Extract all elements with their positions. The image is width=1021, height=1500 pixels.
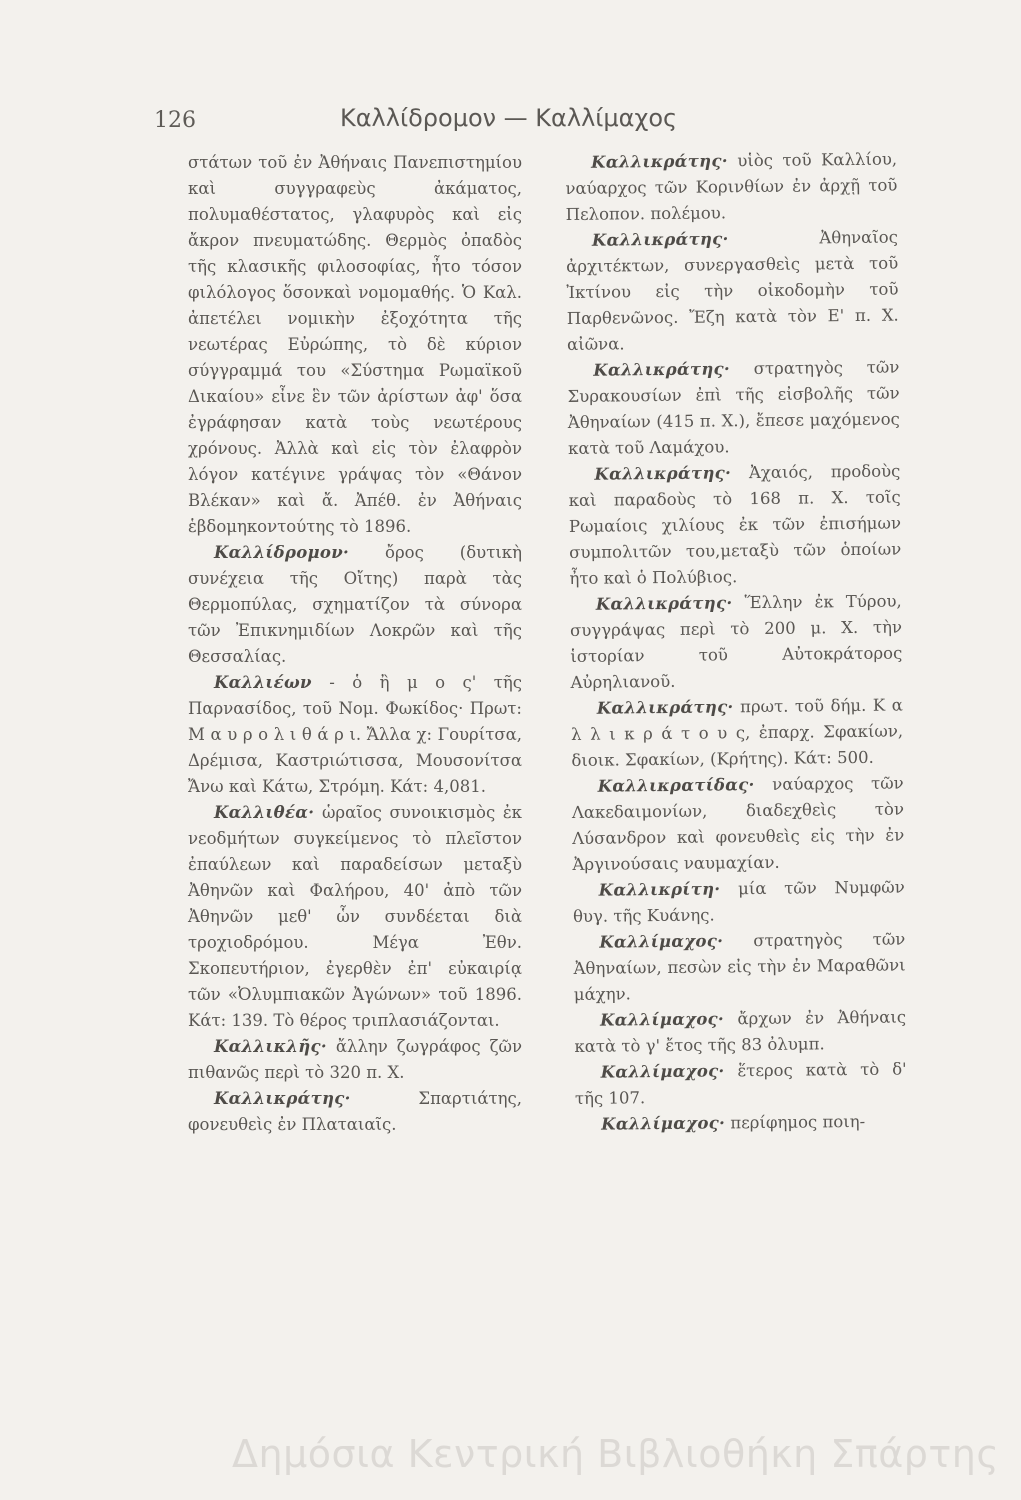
entry-kallikrates-4 <box>568 459 901 592</box>
entry-kallikratidas <box>572 770 905 877</box>
entry-kallikles <box>188 1034 522 1086</box>
entry-headword: Καλλίδρομον· <box>214 543 350 562</box>
entry-headword: Καλλικράτης· <box>596 697 734 718</box>
entry-text: στρατηγὸς τῶν Ἀθηναίων, πεσὼν εἰς τὴν ἐν Μαραθῶνι μάχην. <box>573 929 906 1004</box>
entry-text: ὡραῖος συνοικισμὸς ἐκ νεοδμήτων συγκείμενος τὸ πλεῖστον ἐπαύλεων καὶ παραδείσων μεταξὺ Ἀθηνῶν καὶ Φαλήρου, 40' ἀπὸ τῶν Ἀθηνῶν μεθ' ὧν συνδέεται διὰ τροχιοδρόμου. Μέγα Ἐθν. Σκοπευτήριον, ἐγερθὲν ἐπ' εὐκαιρίᾳ τῶν «Ὀλυμπιακῶν Ἀγώνων» τοῦ 1896. Κάτ: 139. Τὸ θέρος τριπλασιάζονται. <box>188 803 522 1030</box>
entry-headword: Καλλικράτης· <box>591 151 728 172</box>
entry-text: πρωτ. τοῦ δήμ. Κ α λ λ ι κ ρ ά τ ο υ ς, ἐπαρχ. Σφακίων, διοικ. Σφακίων, (Κρήτης). Κάτ: 500. <box>571 695 904 770</box>
entry-kallikrite <box>573 874 906 929</box>
page-header <box>150 100 870 140</box>
running-title: Καλλίδρομον — Καλλίμαχος <box>340 104 678 132</box>
entry-text: Ἕλλην ἐκ Τύρου, συγγράψας περὶ τὸ 200 μ. Χ. τὴν ἱστορίαν τοῦ Αὐτοκράτορος Αὐρηλιανοῦ. <box>569 591 903 692</box>
entry-headword: Καλλίμαχος· <box>600 1061 725 1082</box>
entry-headword: Καλλικρατίδας· <box>597 775 755 796</box>
entry-headword: Καλλίμαχος· <box>599 931 724 952</box>
entry-continuation <box>188 150 522 540</box>
entry-headword: Καλλικράτης· <box>594 463 732 484</box>
entry-text: μία τῶν Νυμφῶν θυγ. τῆς Κυάνης. <box>572 877 905 926</box>
entry-text: στρατηγὸς τῶν Συρακουσίων ἐπὶ τῆς εἰσβολῆς τῶν Ἀθηναίων (415 π. Χ.), ἔπεσε μαχόμενος κατὰ τοῦ Λαμάχου. <box>567 357 900 458</box>
entry-kallieon <box>188 670 522 800</box>
entry-headword: Καλλιθέα· <box>214 803 315 822</box>
entry-kallikrates-1 <box>565 147 898 228</box>
entry-headword: Καλλικρίτη· <box>598 879 721 900</box>
entry-text: υἱὸς τοῦ Καλλίου, ναύαρχος τῶν Κορινθίων ἐν ἀρχῇ τοῦ Πελοπον. πολέμου. <box>565 149 898 224</box>
entry-text: Σπαρτιάτης, φονευθεὶς ἐν Πλαταιαῖς. <box>188 1089 522 1134</box>
entry-headword: Καλλίμαχος· <box>600 1009 725 1030</box>
entry-kallidromon <box>188 540 522 670</box>
entry-text: ἄλλην ζωγράφος ζῶν πιθανῶς περὶ τὸ 320 π. Χ. <box>188 1037 522 1082</box>
entry-kallithea <box>188 800 522 1034</box>
entry-text: ἕτερος κατὰ τὸ δ' τῆς 107. <box>574 1059 907 1108</box>
entry-kallimachos-1 <box>573 926 906 1007</box>
entry-kallikrates-5 <box>570 588 903 695</box>
entry-text: - ὁ ἢ μ ο ς' τῆς Παρνασίδος, τοῦ Νομ. Φωκίδος· Πρωτ: Μ α υ ρ ο λ ι θ ά ρ ι. Ἄλλα χ: Γουρίτσα, Δρέμισα, Καστριώτισσα, Μουσονίτσα Ἄνω καὶ Κάτω, Στρόμη. Κάτ: 4,081. <box>188 673 522 796</box>
entry-text: στάτων τοῦ ἐν Ἀθήναις Πανεπιστημίου καὶ συγγραφεὺς ἀκάματος, πολυμαθέστατος, γλαφυρὸς καὶ εἰς ἄκρον πνευματώδης. Θερμὸς ὀπαδὸς τῆς κλασικῆς φιλοσοφίας, ἦτο τόσον φιλόλογος ὅσονκαὶ νομομαθής. Ὁ Καλ. ἀπετέλει νομικὴν ἐξοχότητα τῆς νεωτέρας Εὐρώπης, τὸ δὲ κύριον σύγγραμμά του «Σύστημα Ρωμαϊκοῦ Δικαίου» εἶνε ἓν τῶν ἀρίστων ἀφ' ὅσα ἐγράφησαν κατὰ τοὺς νεωτέρους χρόνους. Ἀλλὰ καὶ εἰς τὸν ἐλαφρὸν λόγον κατέγινε γράψας τὸν «Θάνον Βλέκαν» καὶ ἄ. Ἀπέθ. ἐν Ἀθήναις ἑβδομηκοντούτης τὸ 1896. <box>188 153 522 536</box>
entry-headword: Καλλικράτης· <box>214 1089 351 1108</box>
entry-kallikrates-2 <box>566 225 899 358</box>
entry-kallikrates-3 <box>567 355 900 462</box>
entry-headword: Καλλικράτης· <box>595 593 733 614</box>
entry-kallimachos-3 <box>575 1056 908 1111</box>
left-column <box>188 150 522 1138</box>
right-column <box>565 147 907 1138</box>
entry-headword: Καλλικλῆς· <box>214 1037 327 1056</box>
page-number: 126 <box>154 108 196 133</box>
library-watermark: Δημόσια Κεντρική Βιβλιοθήκη Σπάρτης <box>232 1432 1000 1476</box>
entry-kallimachos-4 <box>575 1108 907 1137</box>
entry-kallikrates-6 <box>571 692 904 773</box>
entry-text: ναύαρχος τῶν Λακεδαιμονίων, διαδεχθεὶς τὸν Λύσανδρον καὶ φονευθεὶς εἰς τὴν ἐν Ἀργινούσαις ναυμαχίαν. <box>571 773 905 874</box>
entry-headword: Καλλίμαχος· <box>601 1113 726 1134</box>
entry-text: ἄρχων ἐν Ἀθήναις κατὰ τὸ γ' ἔτος τῆς 83 ὀλυμπ. <box>574 1007 907 1056</box>
entry-text: Ἀθηναῖος ἀρχιτέκτων, συνεργασθεὶς μετὰ τοῦ Ἰκτίνου εἰς τὴν οἰκοδομὴν τοῦ Παρθενῶνος. Ἔζη κατὰ τὸν Ε' π. Χ. αἰῶνα. <box>566 227 899 354</box>
entry-text: Ἀχαιός, προδοὺς καὶ παραδοὺς τὸ 168 π. Χ. τοῖς Ρωμαίοις χιλίους ἐκ τῶν ἐπισήμων συμπολιτῶν του,μεταξὺ τῶν ὁποίων ἦτο καὶ ὁ Πολύβιος. <box>568 461 902 588</box>
entry-headword: Καλλιέων <box>214 673 312 692</box>
entry-headword: Καλλικράτης· <box>593 359 731 380</box>
entry-kallikrates-spartan <box>188 1086 522 1138</box>
entry-text: ὄρος (δυτικὴ συνέχεια τῆς Οἴτης) παρὰ τὰς Θερμοπύλας, σχηματίζον τὰ σύνορα τῶν Ἐπικνημιδίων Λοκρῶν καὶ τῆς Θεσσαλίας. <box>188 543 522 666</box>
entry-headword: Καλλικράτης· <box>591 229 729 250</box>
entry-kallimachos-2 <box>574 1004 907 1059</box>
entry-text: περίφημος ποιη- <box>724 1111 866 1133</box>
